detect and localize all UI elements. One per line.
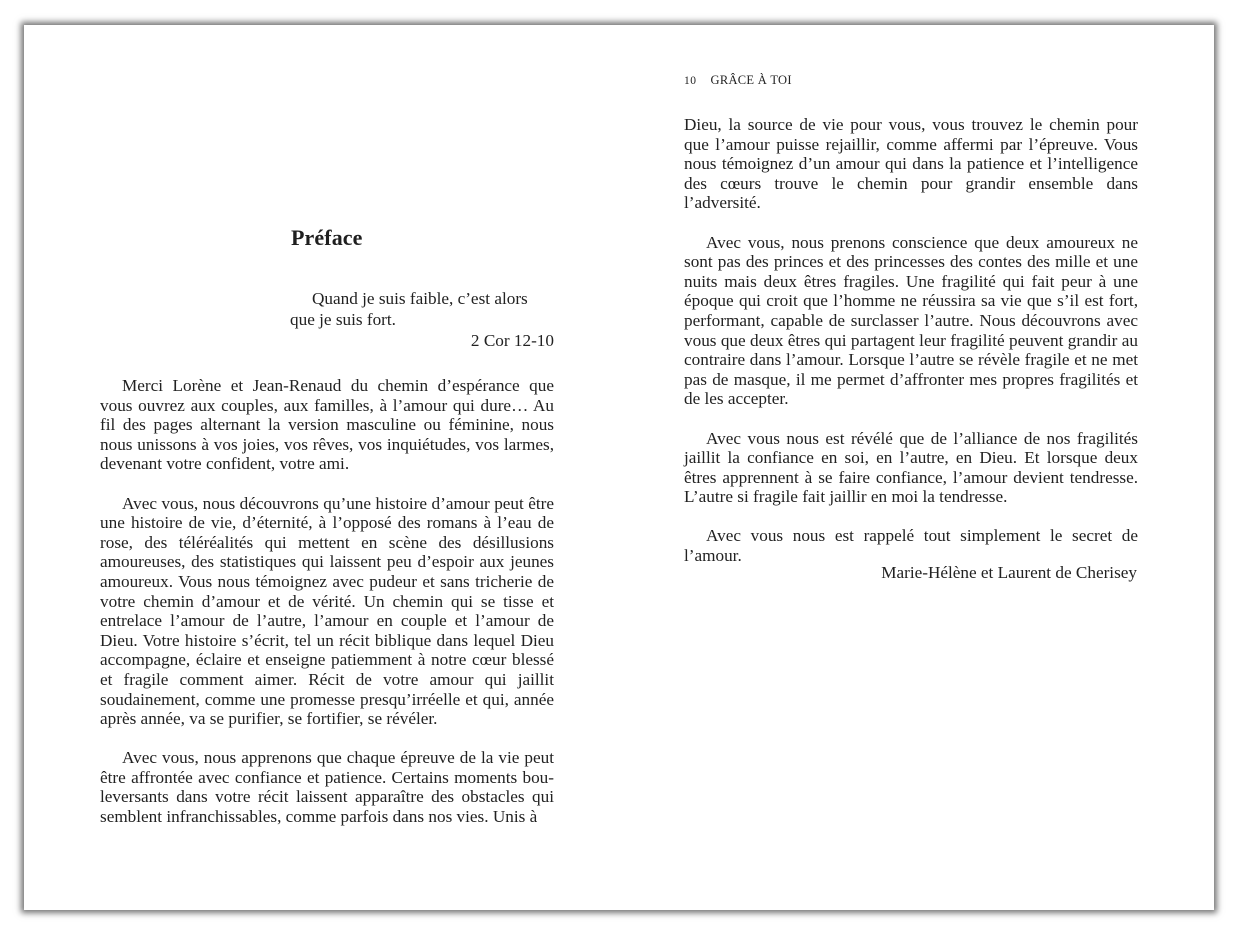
left-page [24,25,619,910]
paragraph: Merci Lorène et Jean-Renaud du chemin d’espérance que vous ouvrez aux couples, aux familles, à l’amour qui dure… Au fil des pages alternant la version masculine ou féminine, nous nous unissons à vos joies, vos rêves, vos inquiétudes, vos larmes, devenant votre confident, votre ami. [100,376,554,474]
page-number: 10 [684,75,697,87]
page-title: Préface [291,225,363,250]
right-page [619,25,1214,910]
right-body-text [684,115,1138,585]
epigraph-text: Quand je suis faible, c’est alors que je suis fort. [290,289,528,329]
paragraph: Avec vous nous est révélé que de l’alliance de nos fragilités jaillit la confiance en soi, en l’autre, en Dieu. Et lorsque deux êtres apprennent à se faire confiance, l’amour devient tendresse. L’autre si fragile fait jaillir en moi la tendresse. [684,428,1138,507]
epigraph [290,288,554,351]
book-spread [24,25,1214,910]
running-head [684,73,792,88]
left-body-text [100,376,554,846]
paragraph: Avec vous, nous prenons conscience que deux amoureux ne sont pas des princes et des princesses des contes des mille et une nuits mais deux êtres fragiles. Une fragilité qui fait peur à une époque qui croit que l’homme ne réussira sa vie que s’il est fort, performant, capable de surclasser l’autre. Nous découvrons avec vous que deux êtres qui partagent leur fragilité peuvent grandir au contraire dans l’amour. Lorsque l’autre se révèle fragile et ne met pas de masque, il me permet d’affronter mes propres fragilités et de les accepter. [684,232,1138,409]
signature: Marie-Hélène et Laurent de Cherisey [881,563,1137,582]
book-title: GRÂCE À TOI [710,73,792,87]
paragraph: Avec vous, nous découvrons qu’une histoire d’amour peut être une histoire de vie, d’éternité, à l’opposé des romans à l’eau de rose, des téléréalités qui mettent en scène des désillusions amoureuses, des statistiques qui laissent peu d’espoir aux jeunes amoureux. Vous nous témoignez avec pudeur et sans tricherie de votre chemin d’amour et de vérité. Un chemin qui se tisse et entrelace l’amour de l’autre, l’amour en couple et l’amour de Dieu. Votre histoire s’écrit, tel un récit biblique dans lequel Dieu accompagne, éclaire et enseigne patiemment à notre cœur blessé et fragile comment aimer. Récit de votre amour qui jaillit soudainement, comme une promesse presqu’irréelle et qui, année après année, va se purifier, se fortifier, se révéler. [100,493,554,729]
paragraph: Avec vous nous est rappelé tout simplement le secret de l’amour. [684,526,1138,566]
paragraph-continued: Dieu, la source de vie pour vous, vous trouvez le chemin pour que l’amour puisse rejaillir, comme affermi par l’épreuve. Vous nous témoignez d’un amour qui dans la patience et l’intelligence des cœurs trouve le chemin pour grandir ensemble dans l’adversité. [684,115,1138,213]
epigraph-reference: 2 Cor 12-10 [470,331,554,350]
paragraph: Avec vous, nous apprenons que chaque épreuve de la vie peut être affrontée avec confiance et patience. Certains moments bouleversants dans votre récit laissent apparaître des obstacles qui semblent infranchissables, comme parfois dans nos vies. Unis à [100,748,554,827]
